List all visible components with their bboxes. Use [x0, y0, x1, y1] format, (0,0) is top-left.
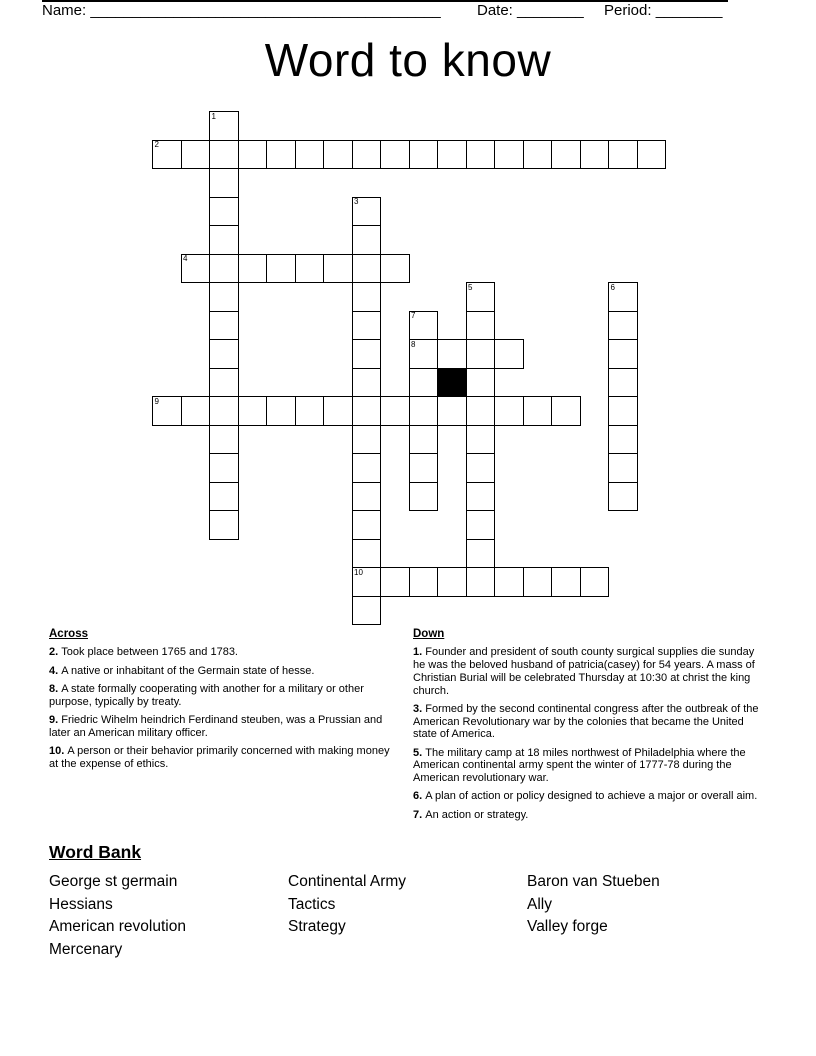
clue-item — [413, 747, 765, 785]
word-bank-item: Hessians — [49, 895, 113, 913]
grid-cell[interactable] — [466, 539, 496, 569]
grid-cell[interactable] — [494, 339, 524, 369]
grid-cell[interactable] — [352, 282, 382, 312]
clue-text: The military camp at 18 miles northwest of Philadelphia where the American continental army spent the winter of 1777-78 during the American revolutionary war. — [413, 746, 746, 785]
clue-number-label: 2 — [154, 140, 159, 149]
grid-cell[interactable] — [209, 425, 239, 455]
grid-cell[interactable] — [181, 140, 211, 170]
clue-text: Took place between 1765 and 1783. — [61, 646, 238, 659]
grid-cell[interactable] — [323, 254, 353, 284]
clue-number: 10. — [49, 744, 68, 757]
clue-item — [49, 714, 391, 740]
clue-number: 6. — [413, 790, 426, 803]
grid-cell[interactable] — [608, 140, 638, 170]
down-clues-list — [413, 646, 765, 821]
grid-cell[interactable] — [209, 453, 239, 483]
name-blank-line[interactable]: __________________________________________ — [90, 2, 441, 19]
grid-cell[interactable] — [409, 140, 439, 170]
date-blank-line[interactable]: ________ — [517, 2, 584, 19]
clue-number: 9. — [49, 713, 62, 726]
grid-cell[interactable] — [352, 510, 382, 540]
clue-item — [413, 809, 765, 822]
grid-cell[interactable] — [466, 482, 496, 512]
period-field — [604, 2, 722, 19]
clue-number-label: 9 — [154, 396, 159, 406]
grid-cell[interactable] — [409, 311, 439, 341]
date-label: Date: — [477, 2, 513, 19]
clue-item — [49, 683, 391, 709]
word-bank-item: Tactics — [288, 895, 336, 913]
clue-text: A person or their behavior primarily concerned with making money at the expense of ethics. — [49, 744, 390, 770]
grid-cell[interactable] — [608, 368, 638, 398]
grid-cell[interactable] — [352, 311, 382, 341]
word-bank-item: Baron van Stueben — [527, 873, 660, 890]
word-bank-item: Ally — [527, 895, 552, 913]
grid-cell[interactable] — [266, 140, 296, 170]
clue-number: 1. — [413, 646, 426, 659]
grid-cell[interactable] — [209, 140, 239, 170]
clue-item — [49, 665, 391, 678]
word-bank-heading: Word Bank — [49, 842, 142, 862]
grid-cell[interactable] — [266, 254, 296, 284]
grid-cell[interactable] — [380, 567, 410, 597]
word-bank-item: Strategy — [288, 918, 346, 935]
word-bank-item: Valley forge — [527, 918, 608, 935]
grid-cell[interactable] — [580, 140, 610, 170]
grid-cell[interactable] — [209, 368, 239, 398]
grid-cell[interactable] — [494, 396, 524, 426]
clue-item — [49, 646, 391, 659]
clue-number-label: 5 — [468, 282, 473, 292]
word-bank-columns — [49, 871, 789, 961]
grid-cell[interactable] — [437, 567, 467, 597]
grid-cell[interactable] — [352, 339, 382, 369]
clue-number: 7. — [413, 808, 426, 821]
grid-cell[interactable] — [466, 368, 496, 398]
word-bank-item: Continental Army — [288, 873, 407, 890]
clue-number-label: 6 — [610, 282, 615, 292]
grid-cell[interactable] — [352, 368, 382, 398]
grid-cell[interactable] — [466, 311, 496, 341]
grid-cell[interactable] — [494, 140, 524, 170]
grid-cell[interactable] — [608, 396, 638, 426]
clue-number-label: 1 — [211, 111, 216, 121]
clue-number: 5. — [413, 746, 426, 759]
period-blank-line[interactable]: ________ — [655, 2, 723, 19]
grid-cell[interactable] — [295, 140, 325, 170]
clue-item — [413, 790, 765, 803]
grid-cell[interactable] — [551, 140, 581, 170]
grid-cell[interactable] — [209, 482, 239, 512]
grid-cell[interactable] — [380, 140, 410, 170]
clue-number-label: 8 — [411, 339, 416, 349]
grid-cell[interactable] — [266, 396, 296, 426]
grid-cell[interactable] — [466, 567, 496, 597]
grid-cell[interactable] — [409, 396, 439, 426]
clue-item — [413, 646, 765, 697]
grid-cell[interactable] — [466, 453, 496, 483]
grid-cell[interactable] — [352, 396, 382, 426]
clue-text: A plan of action or policy designed to achieve a major or overall aim. — [425, 790, 758, 803]
grid-cell[interactable] — [209, 510, 239, 540]
grid-cell[interactable] — [238, 396, 268, 426]
grid-cell[interactable] — [409, 453, 439, 483]
grid-cell[interactable] — [466, 396, 496, 426]
grid-cell[interactable] — [209, 396, 239, 426]
grid-cell[interactable] — [551, 396, 581, 426]
clue-number: 8. — [49, 682, 62, 695]
grid-cell[interactable] — [181, 254, 211, 284]
clue-number-label: 3 — [354, 197, 359, 206]
name-field — [42, 2, 441, 19]
grid-cell[interactable] — [352, 453, 382, 483]
grid-cell[interactable] — [209, 254, 239, 284]
clue-text: A native or inhabitant of the Germain state of hesse. — [61, 664, 315, 677]
grid-cell[interactable] — [437, 140, 467, 170]
word-bank-column — [527, 871, 766, 961]
grid-cell[interactable] — [209, 311, 239, 341]
grid-cell[interactable] — [152, 140, 182, 170]
grid-cell[interactable] — [466, 282, 496, 312]
word-bank-column — [288, 871, 527, 961]
grid-cell[interactable] — [238, 254, 268, 284]
grid-cell[interactable] — [380, 254, 410, 284]
grid-cell[interactable] — [494, 567, 524, 597]
grid-cell[interactable] — [181, 396, 211, 426]
grid-cell[interactable] — [409, 339, 439, 369]
across-clues-list — [49, 646, 391, 770]
grid-cell[interactable] — [323, 140, 353, 170]
clue-text: A state formally cooperating with another for a military or other purpose, typically by treaty. — [49, 682, 364, 708]
down-heading: Down — [413, 628, 445, 640]
across-heading: Across — [49, 628, 88, 640]
grid-cell[interactable] — [352, 225, 382, 255]
grid-cell[interactable] — [352, 197, 382, 227]
grid-cell[interactable] — [295, 254, 325, 284]
name-label: Name: — [42, 2, 87, 19]
black-cell — [437, 368, 467, 398]
grid-cell[interactable] — [209, 225, 239, 255]
grid-cell[interactable] — [466, 140, 496, 170]
clue-text: Formed by the second continental congress after the outbreak of the American Revolutionary war by the colonies that became the United state of America. — [413, 702, 759, 741]
grid-cell[interactable] — [523, 396, 553, 426]
grid-cell[interactable] — [637, 140, 667, 170]
worksheet-title: Word to know — [264, 34, 552, 86]
word-bank-item: Mercenary — [49, 940, 123, 958]
clue-item — [49, 745, 391, 771]
word-bank-section — [49, 842, 789, 961]
grid-cell[interactable] — [437, 339, 467, 369]
grid-cell[interactable] — [409, 368, 439, 398]
grid-cell[interactable] — [608, 311, 638, 341]
clue-number: 2. — [49, 646, 62, 659]
word-bank-item: George st germain — [49, 873, 178, 890]
grid-cell[interactable] — [523, 140, 553, 170]
grid-cell[interactable] — [608, 482, 638, 512]
grid-cell[interactable] — [209, 168, 239, 198]
clue-text: Founder and president of south county surgical supplies die sunday he was the beloved husband of patricia(casey) for 54 years. A mass of Christian Burial will be celebrated Thursday at 10:30 at christ the king church. — [413, 646, 755, 697]
date-field — [477, 2, 584, 19]
grid-cell[interactable] — [209, 282, 239, 312]
clue-number: 3. — [413, 702, 426, 715]
down-clues-section — [413, 628, 765, 827]
period-label: Period: — [604, 2, 652, 19]
grid-cell[interactable] — [352, 482, 382, 512]
grid-cell[interactable] — [409, 482, 439, 512]
grid-cell[interactable] — [608, 425, 638, 455]
grid-cell[interactable] — [523, 567, 553, 597]
grid-cell[interactable] — [295, 396, 325, 426]
clue-text: An action or strategy. — [425, 808, 529, 821]
grid-cell[interactable] — [209, 339, 239, 369]
grid-cell[interactable] — [152, 396, 182, 426]
grid-cell[interactable] — [352, 254, 382, 284]
across-clues-section — [49, 628, 391, 776]
grid-cell[interactable] — [352, 539, 382, 569]
grid-cell[interactable] — [352, 567, 382, 597]
grid-cell[interactable] — [580, 567, 610, 597]
word-bank-column — [49, 871, 288, 961]
grid-cell[interactable] — [323, 396, 353, 426]
clue-number-label: 7 — [411, 311, 416, 320]
grid-cell[interactable] — [209, 197, 239, 227]
grid-cell[interactable] — [409, 425, 439, 455]
grid-cell[interactable] — [352, 140, 382, 170]
clue-item — [413, 703, 765, 741]
clue-number: 4. — [49, 664, 62, 677]
grid-cell[interactable] — [466, 339, 496, 369]
grid-cell[interactable] — [608, 339, 638, 369]
grid-cell[interactable] — [352, 425, 382, 455]
clue-number-label: 4 — [183, 254, 188, 263]
grid-cell[interactable] — [466, 425, 496, 455]
grid-cell[interactable] — [352, 596, 382, 626]
grid-cell[interactable] — [466, 510, 496, 540]
grid-cell[interactable] — [409, 567, 439, 597]
grid-cell[interactable] — [551, 567, 581, 597]
clue-number-label: 10 — [354, 567, 363, 577]
word-bank-item: American revolution — [49, 918, 186, 935]
grid-cell[interactable] — [437, 396, 467, 426]
grid-cell[interactable] — [380, 396, 410, 426]
grid-cell[interactable] — [608, 282, 638, 312]
grid-cell[interactable] — [209, 111, 239, 141]
clue-text: Friedric Wihelm heindrich Ferdinand steuben, was a Prussian and later an American military officer. — [49, 713, 383, 739]
grid-cell[interactable] — [238, 140, 268, 170]
grid-cell[interactable] — [608, 453, 638, 483]
